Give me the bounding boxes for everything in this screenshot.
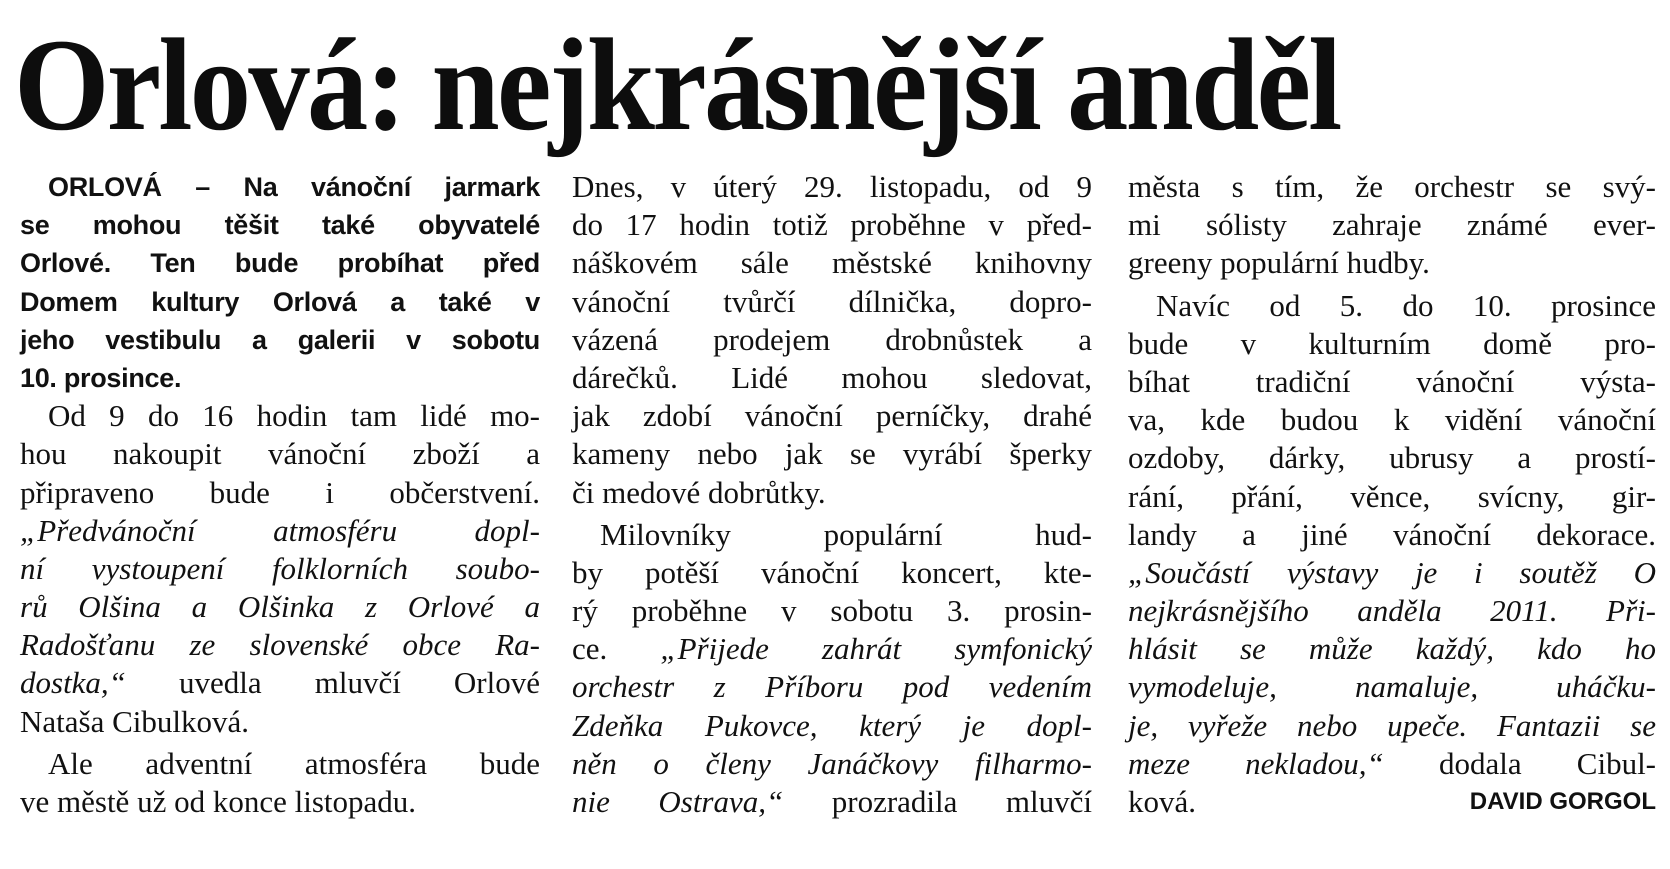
text-line: Orlové. Ten bude probíhat před: [20, 248, 540, 279]
text-line: rání, přání, věnce, svícny, gir-: [1128, 478, 1656, 514]
paragraph: [1128, 287, 1656, 822]
text-line: Milovníky populární hud-: [600, 516, 1092, 552]
text-line: jeho vestibulu a galerii v sobotu: [20, 324, 540, 355]
quote-line: orchestr z Příboru pod vedením: [572, 669, 1092, 705]
text-line: ve městě už od konce listopadu.: [20, 784, 417, 819]
text-line: [20, 664, 540, 702]
quote-end: meze nekladou,“: [1128, 745, 1384, 781]
text-line: dárečků. Lidé mohou sledovat,: [572, 359, 1092, 395]
text-line: by potěší vánoční koncert, kte-: [572, 554, 1092, 590]
text-line: jak zdobí vánoční perníčky, drahé: [572, 398, 1092, 434]
text-line: [1128, 783, 1656, 821]
quote-end: nie Ostrava,“: [572, 784, 784, 819]
headline: Orlová: nejkrásnější anděl: [14, 11, 1340, 158]
text-line: připraveno bude i občerstvení.: [20, 474, 540, 510]
column-2: [572, 168, 1092, 821]
quote-line: „Součástí výstavy je i soutěž O: [1128, 554, 1656, 590]
quote-line: hlásit se může každý, kdo ho: [1128, 631, 1656, 667]
text-line: 10. prosince.: [20, 362, 182, 393]
attribution: prozradila mluvčí: [783, 784, 1092, 819]
text-line: mi sólisty zahraje známé ever-: [1128, 207, 1656, 243]
quote-line: je, vyřeže nebo upeče. Fantazii se: [1128, 707, 1656, 743]
quote-line: vymodeluje, namaluje, uháčku-: [1128, 669, 1656, 705]
text-line: Domem kultury Orlová a také v: [20, 286, 540, 317]
attribution: dodala Cibul-: [1383, 745, 1657, 781]
text-line: landy a jiné vánoční dekorace.: [1128, 516, 1656, 552]
text-line: Dnes, v úterý 29. listopadu, od 9: [572, 169, 1092, 204]
paragraph: [20, 397, 540, 741]
text-line: do 17 hodin totiž proběhne v před-: [572, 207, 1092, 243]
paragraph: [572, 168, 1092, 512]
text-line: se mohou těšit také obyvatelé: [20, 210, 540, 241]
text-line: vázená prodejem drobnůstek a: [572, 321, 1092, 357]
paragraph: [572, 516, 1092, 822]
quote-line: něn o členy Janáčkovy filharmo-: [572, 745, 1092, 781]
text-line: [572, 630, 1092, 668]
text-fragment: ková.: [1128, 784, 1197, 819]
author-byline: DAVID GORGOL: [1469, 788, 1656, 815]
text-line: ozdoby, dárky, ubrusy a prostí-: [1128, 440, 1656, 476]
quote-end: dostka,“: [20, 665, 126, 701]
text-line: města s tím, že orchestr se svý-: [1128, 169, 1656, 204]
text-line: vánoční tvůrčí dílnička, dopro-: [572, 283, 1092, 319]
text-line: va, kde budou k vidění vánoční: [1128, 402, 1656, 438]
text-line: Nataša Cibulková.: [20, 703, 250, 739]
text-line: Navíc od 5. do 10. prosince: [1156, 287, 1656, 323]
quote-line: „Předvánoční atmosféru dopl-: [20, 512, 540, 548]
paragraph: [1128, 168, 1656, 283]
paragraph: [20, 745, 540, 821]
quote-start: „Přijede zahrát symfonický: [660, 631, 1092, 667]
text-line: greeny populární hudby.: [1128, 245, 1430, 281]
quote-line: Zdeňka Pukovce, který je dopl-: [572, 707, 1092, 743]
text-line: Od 9 do 16 hodin tam lidé mo-: [48, 398, 540, 434]
attribution: uvedla mluvčí Orlové: [125, 665, 540, 701]
quote-line: nejkrásnějšího anděla 2011. Při-: [1128, 593, 1656, 629]
text-fragment: ce.: [572, 631, 661, 667]
text-line: rý proběhne v sobotu 3. prosin-: [572, 593, 1092, 629]
lead-paragraph: [20, 168, 540, 397]
text-line: [1128, 745, 1656, 783]
quote-line: ní vystoupení folklorních soubo-: [20, 550, 540, 586]
text-line: Ale adventní atmosféra bude: [48, 745, 540, 781]
quote-line: Radošťanu ze slovenské obce Ra-: [20, 627, 540, 663]
column-1: [20, 168, 540, 821]
column-3: [1128, 168, 1656, 821]
text-line: [572, 783, 1092, 821]
text-line: hou nakoupit vánoční zboží a: [20, 436, 540, 472]
text-line: či medové dobrůtky.: [572, 474, 826, 510]
text-line: ORLOVÁ – Na vánoční jarmark: [48, 172, 540, 202]
text-line: bude v kulturním domě pro-: [1128, 325, 1656, 361]
text-line: bíhat tradiční vánoční výsta-: [1128, 363, 1656, 399]
text-line: náškovém sále městské knihovny: [572, 245, 1092, 281]
text-line: kameny nebo jak se vyrábí šperky: [572, 436, 1092, 472]
quote-line: rů Olšina a Olšinka z Orlové a: [20, 589, 540, 625]
